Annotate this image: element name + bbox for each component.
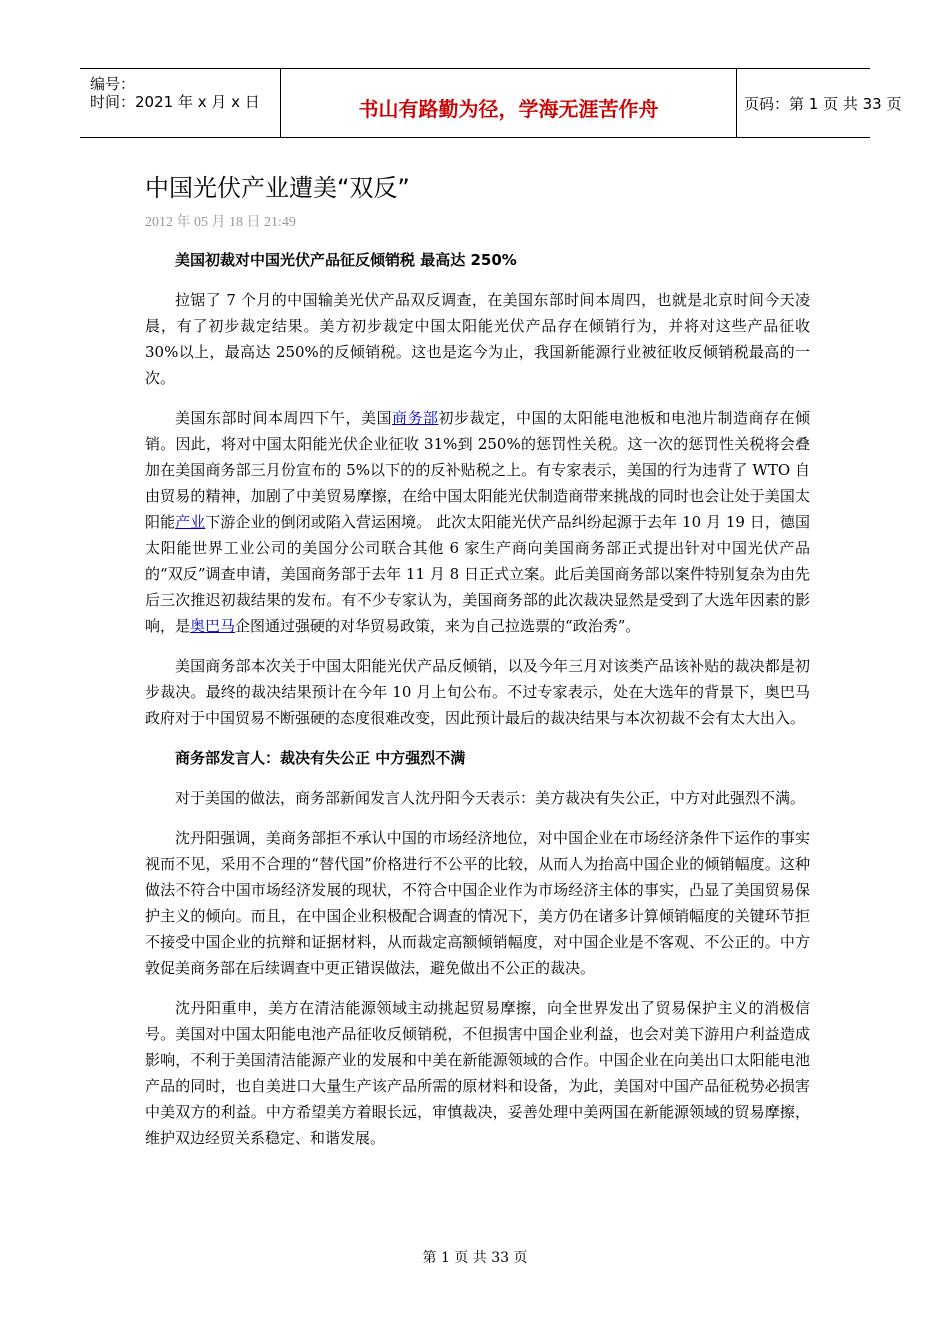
header-center-cell xyxy=(280,69,737,137)
paragraph-6: 沈丹阳重申，美方在清洁能源领域主动挑起贸易摩擦，向全世界发出了贸易保护主义的消极信号。美国对中国太阳能电池产品征收反倾销税，不但损害中国企业利益，也会对美下游用户利益造成影响，不利于美国清洁能源产业的发展和中美在新能源领域的合作。中国企业在向美出口太阳能电池产品的同时，也自美进口大量生产该产品所需的原材料和设备，为此，美国对中国产品征税势必损害中美双方的利益。中方希望美方着眼长远，审慎裁决，妥善处理中美两国在新能源领域的贸易摩擦，维护双边经贸关系稳定、和谐发展。 xyxy=(145,999,810,1147)
paragraph-2-text-b: 初步裁定，中国的太阳能电池板和电池片制造商存在倾销。因此，将对中国太阳能光伏企业征收 31%到 250%的惩罚性关税。这一次的惩罚性关税将会叠加在美国商务部三月份宣布的 5%以下的的反补贴税之上。有专家表示，美国的行为违背了 WTO 自由贸易的精神，加剧了中美贸易摩擦，在给中国太阳能光伏制造商带来挑战的同时也会让处于美国太阳能 xyxy=(145,409,810,531)
document-time-label: 时间：2021 年 x 月 x 日 xyxy=(90,93,260,111)
subheading-initial-ruling: 美国初裁对中国光伏产品征反倾销税 最高达 250% xyxy=(175,251,517,269)
paragraph-2-text-c: 下游企业的倒闭或陷入营运困境。 此次太阳能光伏产品纠纷起源于去年 10 月 19 日，德国太阳能世界工业公司的美国分公司联合其他 6 家生产商向美国商务部正式提出针对中国光伏产品的“双反”调查申请，美国商务部于去年 11 月 8 日正式立案。此后美国商务部以案件特别复杂为由先后三次推迟初裁结果的发布。有不少专家认为，美国商务部的此次裁决显然是受到了大选年因素的影响，是 xyxy=(145,513,810,635)
paragraph-3: 美国商务部本次关于中国太阳能光伏产品反倾销，以及今年三月对该类产品该补贴的裁决都是初步裁决。最终的裁决结果预计在今年 10 月上旬公布。不过专家表示，处在大选年的背景下，奥巴马政府对于中国贸易不断强硬的态度很难改变，因此预计最后的裁决结果与本次初裁不会有太大出入。 xyxy=(145,657,810,727)
header-left-cell xyxy=(80,69,280,137)
subheading-spokesperson: 商务部发言人：裁决有失公正 中方强烈不满 xyxy=(175,749,466,767)
header-right-cell xyxy=(736,69,902,137)
paragraph-5: 沈丹阳强调，美商务部拒不承认中国的市场经济地位，对中国企业在市场经济条件下运作的事实视而不见，采用不合理的“替代国”价格进行不公平的比较，从而人为抬高中国企业的倾销幅度。这种做法不符合中国市场经济发展的现状，不符合中国企业作为市场经济主体的事实，凸显了美国贸易保护主义的倾向。而且，在中国企业积极配合调查的情况下，美方仍在诸多计算倾销幅度的关键环节拒不接受中国企业的抗辩和证据材料，从而裁定高额倾销幅度，对中国企业是不客观、不公正的。中方敦促美商务部在后续调查中更正错误做法，避免做出不公正的裁决。 xyxy=(145,829,810,977)
document-number-label: 编号： xyxy=(90,75,136,93)
article-body xyxy=(145,247,810,1151)
link-obama[interactable]: 奥巴马 xyxy=(190,617,236,635)
link-commerce-department[interactable]: 商务部 xyxy=(392,409,439,427)
article-date: 2012 年 05 月 18 日 21:49 xyxy=(145,215,296,230)
article-title: 中国光伏产业遭美“双反” xyxy=(145,174,410,202)
page-footer: 第 1 页 共 33 页 xyxy=(422,1250,528,1266)
header-page-info: 页码：第 1 页 共 33 页 xyxy=(744,95,902,113)
header-table xyxy=(80,68,902,138)
header-motto: 书山有路勤为径，学海无涯苦作舟 xyxy=(358,97,659,121)
paragraph-1: 拉锯了 7 个月的中国输美光伏产品双反调查，在美国东部时间本周四，也就是北京时间今天凌晨，有了初步裁定结果。美方初步裁定中国太阳能光伏产品存在倾销行为，并将对这些产品征收 30%以上，最高达 250%的反倾销税。这也是迄今为止，我国新能源行业被征收反倾销税最高的一次。 xyxy=(145,291,810,387)
link-industry[interactable]: 产业 xyxy=(175,513,206,531)
paragraph-2-text-d: 企图通过强硬的对华贸易政策，来为自己拉选票的“政治秀”。 xyxy=(235,617,641,635)
paragraph-4: 对于美国的做法，商务部新闻发言人沈丹阳今天表示：美方裁决有失公正，中方对此强烈不满。 xyxy=(175,789,806,807)
paragraph-2 xyxy=(145,405,810,639)
paragraph-2-text-a: 美国东部时间本周四下午，美国 xyxy=(175,409,392,427)
